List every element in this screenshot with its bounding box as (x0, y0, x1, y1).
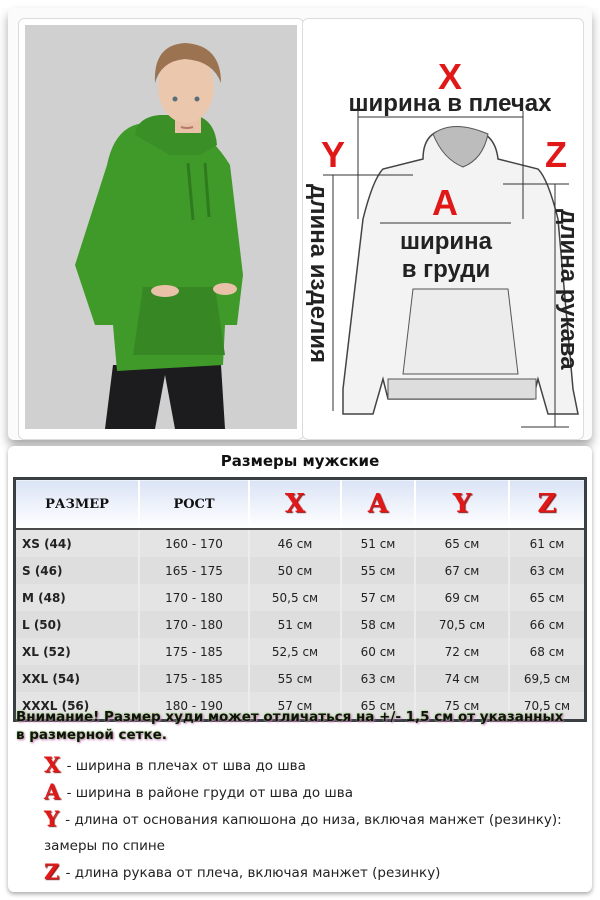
cell-size: XXXL (56) (15, 692, 140, 721)
legend-item-a (44, 779, 584, 806)
cell-size: S (46) (15, 557, 140, 584)
cell-a: 65 см (341, 692, 415, 721)
cell-z: 65 см (509, 584, 586, 611)
cell-x: 50 см (249, 557, 341, 584)
cell-a: 60 см (341, 638, 415, 665)
svg-text:A: A (432, 182, 458, 223)
product-photo (25, 25, 297, 429)
table-row (15, 557, 586, 584)
measurement-legend (44, 752, 584, 886)
cell-x: 55 см (249, 665, 341, 692)
legend-item-x (44, 752, 584, 779)
size-info-panel (8, 446, 592, 892)
legend-text: - ширина в районе груди от шва до шва (66, 785, 353, 801)
cell-y: 69 см (415, 584, 509, 611)
table-row (15, 638, 586, 665)
legend-text: - ширина в плечах от шва до шва (66, 758, 306, 774)
cell-size: M (48) (15, 584, 140, 611)
cell-z: 68 см (509, 638, 586, 665)
cell-y: 70,5 см (415, 611, 509, 638)
cell-height: 180 - 190 (139, 692, 249, 721)
cell-z: 66 см (509, 611, 586, 638)
size-tolerance-warning: Внимание! Размер худи может отличаться на +/- 1,5 см от указанных в размерной сетке. (16, 709, 564, 743)
table-row (15, 611, 586, 638)
header-x: X (249, 479, 341, 530)
table-header-row (15, 479, 586, 530)
header-size: РАЗМЕР (15, 479, 140, 530)
product-photo-card (18, 18, 304, 440)
hoodie-measurement-diagram (303, 19, 583, 439)
table-row (15, 584, 586, 611)
cell-height: 175 - 185 (139, 638, 249, 665)
cell-a: 58 см (341, 611, 415, 638)
cell-a: 57 см (341, 584, 415, 611)
cell-a: 51 см (341, 529, 415, 557)
cell-height: 170 - 180 (139, 611, 249, 638)
cell-a: 63 см (341, 665, 415, 692)
svg-text:ширина: ширина (399, 228, 493, 255)
images-frame (8, 8, 592, 440)
cell-size: L (50) (15, 611, 140, 638)
legend-letter: X (44, 752, 61, 777)
cell-z: 63 см (509, 557, 586, 584)
svg-text:в груди: в груди (401, 256, 491, 283)
svg-text:ширина в плечах: ширина в плечах (348, 90, 552, 117)
cell-x: 51 см (249, 611, 341, 638)
cell-x: 52,5 см (249, 638, 341, 665)
diagram-x-letter: X (437, 56, 463, 97)
cell-size: XXL (54) (15, 665, 140, 692)
cell-height: 175 - 185 (139, 665, 249, 692)
svg-text:длина рукава: длина рукава (555, 209, 582, 370)
cell-x: 50,5 см (249, 584, 341, 611)
cell-y: 72 см (415, 638, 509, 665)
cell-y: 67 см (415, 557, 509, 584)
cell-size: XS (44) (15, 529, 140, 557)
svg-text:Y: Y (320, 134, 346, 175)
legend-letter: Z (44, 859, 60, 884)
cell-y: 65 см (415, 529, 509, 557)
svg-text:длина изделия: длина изделия (305, 184, 332, 364)
cell-height: 170 - 180 (139, 584, 249, 611)
size-chart-title: Размеры мужские (220, 452, 380, 470)
cell-size: XL (52) (15, 638, 140, 665)
table-row (15, 529, 586, 557)
svg-text:Z: Z (545, 134, 567, 175)
legend-letter: Y (44, 806, 59, 831)
legend-item-z (44, 859, 584, 886)
header-height: РОСТ (139, 479, 249, 530)
cell-a: 55 см (341, 557, 415, 584)
table-row (15, 665, 586, 692)
header-y: Y (415, 479, 509, 530)
cell-y: 74 см (415, 665, 509, 692)
cell-x: 57 см (249, 692, 341, 721)
legend-text: - длина от основания капюшона до низа, включая манжет (резинку): замеры по спине (44, 812, 562, 854)
header-z: Z (509, 479, 586, 530)
cell-z: 61 см (509, 529, 586, 557)
legend-item-y (44, 806, 584, 859)
cell-height: 160 - 170 (139, 529, 249, 557)
header-a: A (341, 479, 415, 530)
size-table (13, 477, 587, 722)
legend-letter: A (44, 779, 61, 804)
model-illustration (25, 25, 297, 429)
cell-z: 69,5 см (509, 665, 586, 692)
cell-y: 75 см (415, 692, 509, 721)
cell-height: 165 - 175 (139, 557, 249, 584)
legend-text: - длина рукава от плеча, включая манжет (резинку) (65, 865, 441, 881)
cell-x: 46 см (249, 529, 341, 557)
measurement-diagram-card (302, 18, 584, 440)
cell-z: 70,5 см (509, 692, 586, 721)
